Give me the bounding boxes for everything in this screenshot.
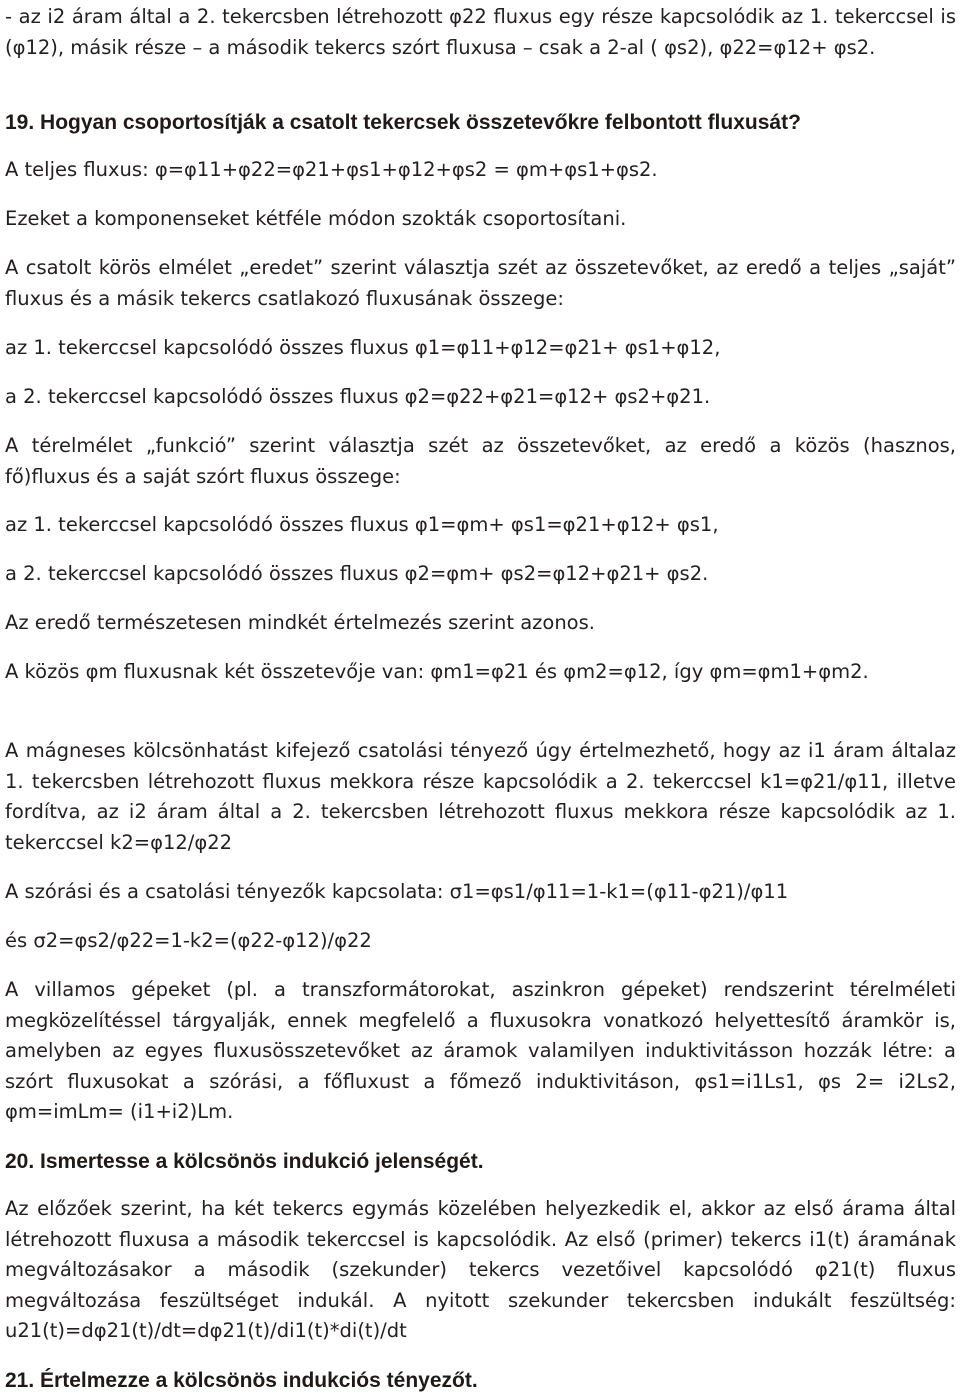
paragraph-circuit-theory-coil-1: az 1. tekerccsel kapcsolódó összes fluxus φ1=φ11+φ12=φ21+ φs1+φ12,	[5, 336, 721, 359]
paragraph-total-flux: A teljes fluxus: φ=φ11+φ22=φ21+φs1+φ12+φs2 = φm+φs1+φs2.	[5, 158, 658, 181]
paragraph-intro: - az i2 áram által a 2. tekercsben létrehozott φ22 fluxus egy része kapcsolódik az 1. tekerccsel is (φ12), másik része – a második tekercs szórt fluxusa – csak a 2-al ( φs2), φ22=φ12+ φs2.	[5, 5, 956, 59]
paragraph-field-theory-coil-2: a 2. tekerccsel kapcsolódó összes fluxus φ2=φm+ φs2=φ12+φ21+ φs2.	[5, 562, 709, 585]
paragraph-electric-machines: A villamos gépeket (pl. a transzformátorokat, aszinkron gépeket) rendszerint térelméleti megközelítéssel tárgyalják, ennek megfelelő a fluxusokra vonatkozó helyettesítő áramkör is, amelyben az egyes fluxusösszetevőket az áramok valamilyen induktivitásson hozzák létre: a szórt fluxusokat a szórási, a főfluxust a főmező induktivitáson, φs1=i1Ls1, φs 2= i2Ls2, φm=imLm= (i1+i2)Lm.	[5, 978, 956, 1123]
paragraph-scatter-1: A szórási és a csatolási tényezők kapcsolata: σ1=φs1/φ11=1-k1=(φ11-φ21)/φ11	[5, 880, 789, 903]
question-20-heading: 20. Ismertesse a kölcsönös indukció jelenségét.	[5, 1150, 484, 1173]
paragraph-field-theory: A térelmélet „funkció” szerint választja szét az összetevőket, az eredő a közös (hasznos, fő)fluxus és a saját szórt fluxus összege:	[5, 434, 956, 488]
paragraph-mutual-induction: Az előzőek szerint, ha két tekercs egymás közelében helyezkedik el, akkor az első árama által létrehozott fluxusa a második tekerccsel is kapcsolódik. Az első (primer) tekercs i1(t) áramának megváltozásakor a második (szekunder) tekercs vezetőivel kapcsolódó φ21(t) fluxus megváltozása feszültséget indukál. A nyitott szekunder tekercsben indukált feszültség: u21(t)=dφ21(t)/dt=dφ21(t)/di1(t)*di(t)/dt	[5, 1197, 956, 1342]
paragraph-field-theory-coil-1: az 1. tekerccsel kapcsolódó összes fluxus φ1=φm+ φs1=φ21+φ12+ φs1,	[5, 513, 719, 536]
paragraph-two-ways: Ezeket a komponenseket kétféle módon szokták csoportosítani.	[5, 207, 627, 230]
paragraph-same-result: Az eredő természetesen mindkét értelmezés szerint azonos.	[5, 611, 595, 634]
question-19-heading: 19. Hogyan csoportosítják a csatolt tekercsek összetevőkre felbontott fluxusát?	[5, 111, 801, 134]
question-21-heading: 21. Értelmezze a kölcsönös indukciós tényezőt.	[5, 1369, 478, 1392]
paragraph-common-flux: A közös φm fluxusnak két összetevője van: φm1=φ21 és φm2=φ12, így φm=φm1+φm2.	[5, 660, 869, 683]
paragraph-scatter-2: és σ2=φs2/φ22=1-k2=(φ22-φ12)/φ22	[5, 929, 372, 952]
paragraph-coupling-factor: A mágneses kölcsönhatást kifejező csatolási tényező úgy értelmezhető, hogy az i1 áram általaz 1. tekercsben létrehozott fluxus mekkora része kapcsolódik a 2. tekerccsel k1=φ21/φ11, illetve fordítva, az i2 áram által a 2. tekercsben létrehozott fluxus mekkora része kapcsolódik az 1. tekerccsel k2=φ12/φ22	[5, 739, 956, 854]
paragraph-circuit-theory-coil-2: a 2. tekerccsel kapcsolódó összes fluxus φ2=φ22+φ21=φ12+ φs2+φ21.	[5, 385, 711, 408]
paragraph-circuit-theory: A csatolt körös elmélet „eredet” szerint választja szét az összetevőket, az eredő a teljes „saját” fluxus és a másik tekercs csatlakozó fluxusának összege:	[5, 256, 956, 310]
